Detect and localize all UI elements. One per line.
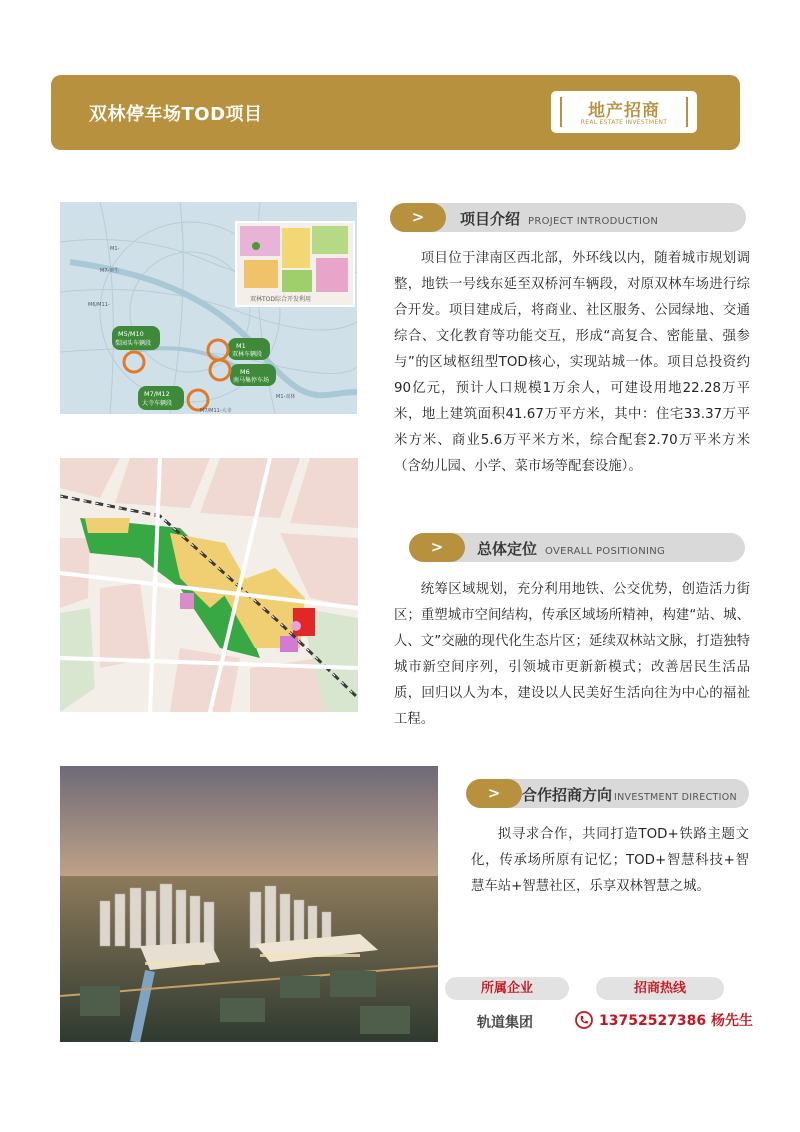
section-title-investment <box>522 784 737 805</box>
svg-text:M1-: M1- <box>110 246 120 252</box>
section-title-positioning-en: OVERALL POSITIONING <box>545 546 666 557</box>
svg-text:大寺车辆段: 大寺车辆段 <box>142 400 173 407</box>
svg-text:M6: M6 <box>240 368 250 376</box>
section-header-intro <box>390 203 746 232</box>
positioning-paragraph <box>394 577 750 733</box>
section-header-investment <box>466 779 749 808</box>
site-plan-image <box>60 458 358 712</box>
investment-paragraph <box>471 822 749 900</box>
real-estate-badge <box>551 91 697 133</box>
hotline-contact <box>575 1010 753 1030</box>
svg-text:梨园头车辆段: 梨园头车辆段 <box>115 340 152 347</box>
arrow-icon: > <box>466 779 522 808</box>
svg-text:M5/M10: M5/M10 <box>118 330 144 338</box>
svg-text:M6/M11-: M6/M11- <box>88 302 110 308</box>
section-title-positioning-cn: 总体定位 <box>477 540 538 558</box>
arrow-icon: > <box>390 203 446 232</box>
page-header <box>51 75 740 150</box>
svg-text:M1: M1 <box>236 342 246 350</box>
section-title-investment-en: INVESTMENT DIRECTION <box>614 792 737 803</box>
section-header-positioning <box>409 533 745 562</box>
svg-text:双林车辆段: 双林车辆段 <box>232 351 263 358</box>
intro-paragraph <box>394 246 750 480</box>
phone-icon <box>575 1011 593 1029</box>
aerial-rendering-image <box>60 766 438 1042</box>
section-title-positioning <box>477 538 665 559</box>
inset-caption: 双林TOD综合开发利用 <box>250 296 312 303</box>
hotline-number[interactable]: 13752527386 杨先生 <box>599 1013 754 1029</box>
badge-subtitle: REAL ESTATE INVESTMENT <box>580 119 668 126</box>
svg-text:M7/M11-大寺: M7/M11-大寺 <box>200 408 232 414</box>
section-title-intro <box>460 208 658 229</box>
svg-text:M1-双林: M1-双林 <box>276 394 296 400</box>
section-title-intro-cn: 项目介绍 <box>460 210 521 228</box>
section-title-intro-en: PROJECT INTRODUCTION <box>528 216 659 227</box>
company-name: 轨道集团 <box>477 1015 533 1031</box>
arrow-icon: > <box>409 533 465 562</box>
investment-text: 拟寻求合作，共同打造TOD+铁路主题文化，传承场所原有记忆；TOD+智慧科技+智慧车站+智慧社区，乐享双林智慧之城。 <box>471 827 749 894</box>
svg-text:M7-辩生: M7-辩生 <box>100 268 120 274</box>
intro-text: 项目位于津南区西北部，外环线以内，随着城市规划调整，地铁一号线东延至双桥河车辆段，对原双林车场进行综合开发。项目建成后，将商业、社区服务、公园绿地、交通综合、文化教育等功能交互，形成“高复合、密能量、强参与”的区域枢纽型TOD核心，实现站城一体。项目总投资约90亿元，预计人口规模1万余人，可建设用地22.28万平米，地上建筑面积41.67万平方米，其中：住宅33.37万平米方米、商业5.6万平米方米，综合配套2.70万平米方米（含幼儿园、小学、菜市场等配套设施）。 <box>394 251 750 474</box>
hotline-label: 招商热线 <box>596 977 724 1000</box>
section-title-investment-cn: 合作招商方向 <box>522 786 613 804</box>
svg-text:M7/M12: M7/M12 <box>144 390 170 398</box>
company-label: 所属企业 <box>445 977 569 1000</box>
positioning-text: 统筹区域规划，充分利用地铁、公交优势，创造活力街区；重塑城市空间结构，传承区域场所精神，构建“站、城、人、文”交融的现代化生态片区；延续双林站文脉，打造独特城市新空间序列，引领城市更新新模式；改善居民生活品质，回归以人为本，建设以人民美好生活向往为中心的福祉工程。 <box>394 582 750 727</box>
metro-map-image <box>60 202 357 414</box>
page-title: 双林停车场TOD项目 <box>89 104 263 125</box>
svg-text:南马集停车场: 南马集停车场 <box>233 377 270 384</box>
badge-title: 地产招商 <box>588 101 660 121</box>
